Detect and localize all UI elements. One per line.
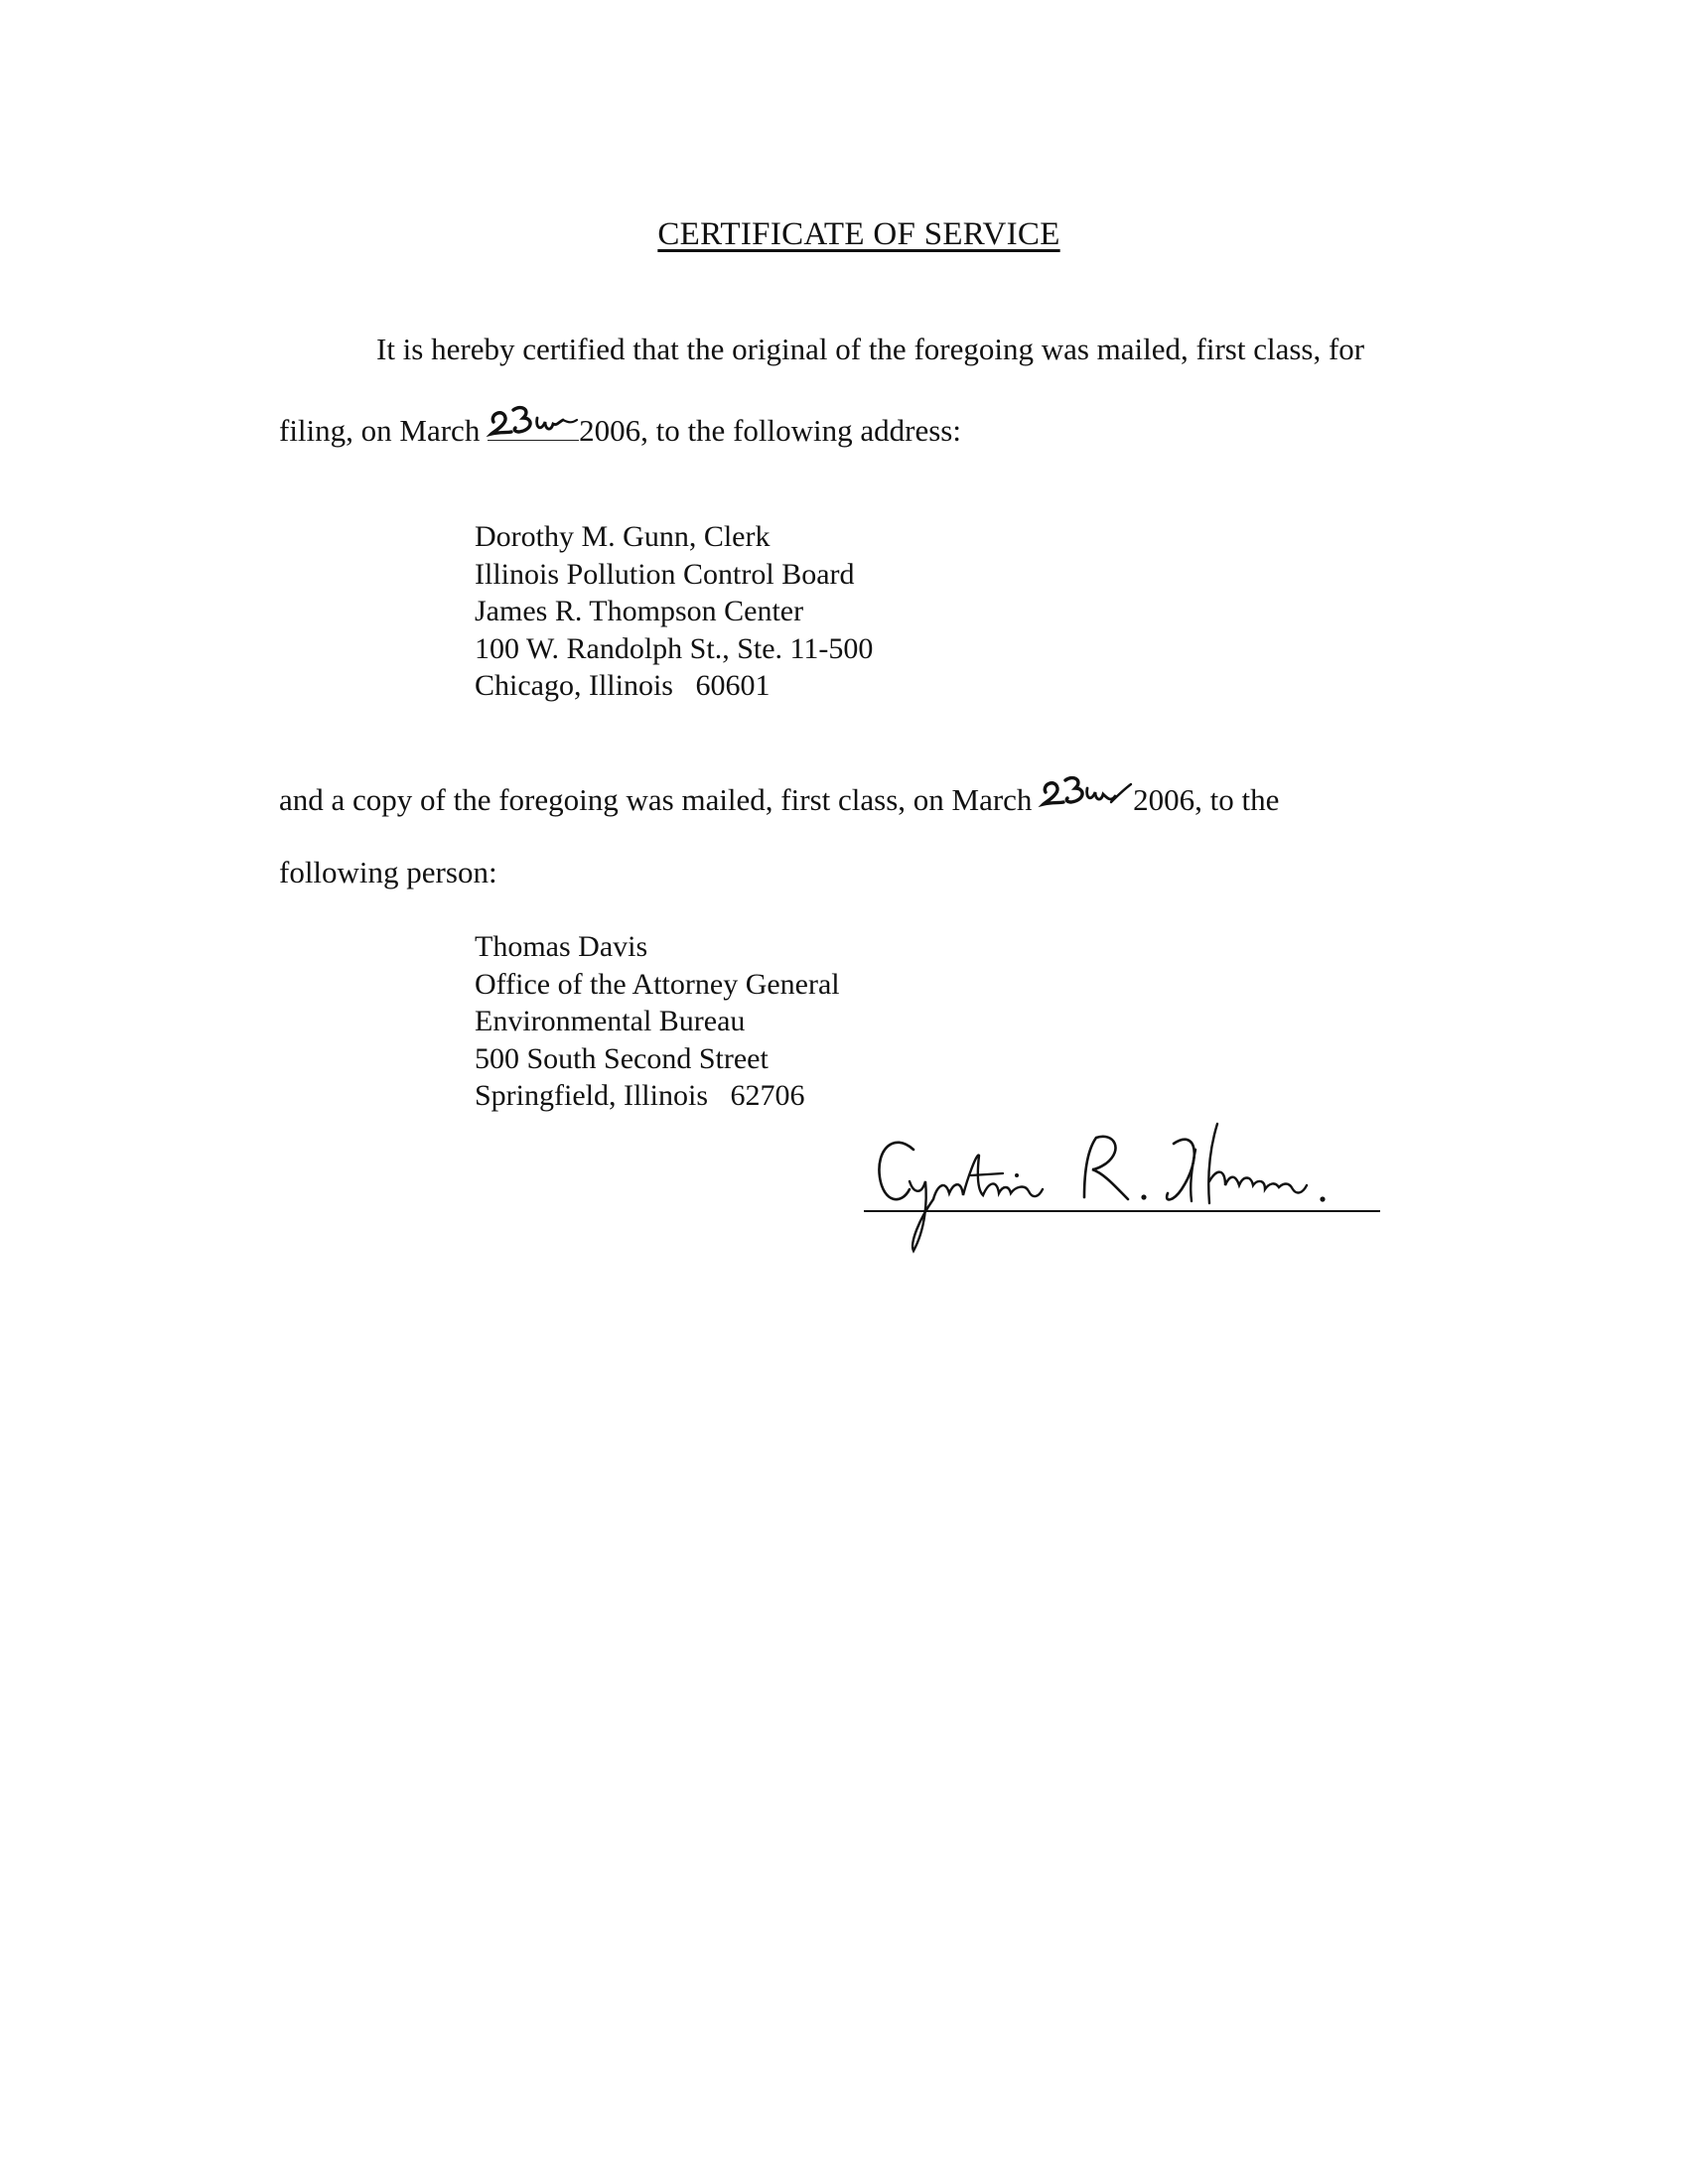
address-line: Office of the Attorney General bbox=[475, 967, 840, 1001]
handwritten-date-filing-glyph bbox=[488, 392, 579, 442]
paragraph1-line1: It is hereby certified that the original of the foregoing was mailed, first class, for bbox=[376, 332, 1365, 366]
signature bbox=[854, 1120, 1390, 1259]
paragraph1-line2 bbox=[279, 406, 961, 450]
signature-glyph bbox=[854, 1120, 1390, 1259]
paragraph2-line1-post: 2006, to the bbox=[1133, 782, 1280, 817]
address-line: Thomas Davis bbox=[475, 930, 648, 963]
handwritten-date-copy bbox=[1042, 776, 1133, 810]
address-line: Environmental Bureau bbox=[475, 1005, 746, 1037]
paragraph2-line1 bbox=[279, 776, 1279, 819]
address-line: Illinois Pollution Control Board bbox=[475, 557, 855, 591]
address-line: Springfield, Illinois 62706 bbox=[475, 1079, 805, 1112]
address-line: Dorothy M. Gunn, Clerk bbox=[475, 520, 771, 553]
address-line: 100 W. Randolph St., Ste. 11-500 bbox=[475, 631, 874, 665]
paragraph1-line2-pre: filing, on March bbox=[279, 413, 489, 448]
clerk-address-block bbox=[475, 518, 873, 705]
page-title: CERTIFICATE OF SERVICE bbox=[657, 216, 1060, 252]
paragraph2-line1-pre: and a copy of the foregoing was mailed, first class, on March bbox=[279, 782, 1041, 817]
paragraph2-line2: following person: bbox=[279, 855, 497, 889]
address-line: 500 South Second Street bbox=[475, 1041, 769, 1075]
recipient-address-block bbox=[475, 928, 840, 1115]
address-line: James R. Thompson Center bbox=[475, 595, 804, 627]
handwritten-date-copy-glyph bbox=[1042, 762, 1133, 812]
handwritten-date-filing bbox=[488, 406, 579, 441]
paragraph1-line2-post: 2006, to the following address: bbox=[579, 413, 961, 448]
address-line: Chicago, Illinois 60601 bbox=[475, 669, 771, 702]
